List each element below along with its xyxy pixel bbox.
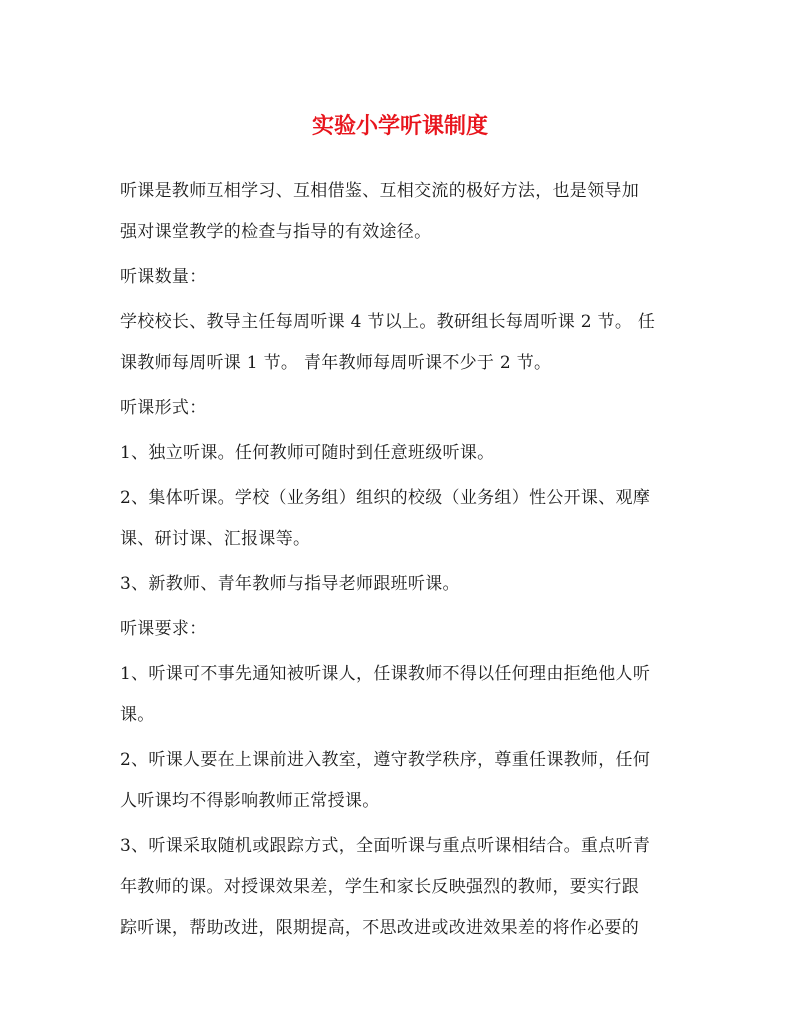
text-line: 强对课堂教学的检查与指导的有效途径。 (120, 222, 432, 242)
section-heading-format (120, 388, 685, 429)
section-heading-requirements (120, 609, 685, 650)
text-line: 3、新教师、青年教师与指导老师跟班听课。 (120, 574, 460, 594)
list-item-requirement-2 (120, 740, 685, 822)
text-line: 踪听课，帮助改进，限期提高，不思改进或改进效果差的将作必要的 (120, 918, 639, 938)
list-item-format-3 (120, 564, 685, 605)
list-item-requirement-3 (120, 826, 685, 949)
text-line: 2、听课人要在上课前进入教室，遵守教学秩序，尊重任课教师，任何 (120, 750, 651, 770)
text-line: 听课要求： (120, 619, 207, 639)
text-line: 1、听课可不事先通知被听课人，任课教师不得以任何理由拒绝他人听 (120, 664, 651, 684)
paragraph-quantity (120, 302, 685, 384)
text-line: 课。 (120, 705, 155, 725)
text-line: 听课数量： (120, 267, 207, 287)
text-line: 听课是教师互相学习、互相借鉴、互相交流的极好方法，也是领导加 (120, 181, 639, 201)
text-line: 人听课均不得影响教师正常授课。 (120, 791, 380, 811)
text-line: 课、研讨课、汇报课等。 (120, 529, 311, 549)
section-heading-quantity (120, 257, 685, 298)
list-item-format-2 (120, 478, 685, 560)
text-line: 课教师每周听课 1 节。 青年教师每周听课不少于 2 节。 (120, 353, 552, 373)
document-title: 实验小学听课制度 (311, 113, 488, 139)
text-line: 1、独立听课。任何教师可随时到任意班级听课。 (120, 443, 495, 463)
text-line: 听课形式： (120, 398, 207, 418)
text-line: 学校校长、教导主任每周听课 4 节以上。教研组长每周听课 2 节。 任 (120, 312, 656, 332)
document-body (120, 171, 685, 953)
paragraph-intro (120, 171, 685, 253)
list-item-format-1 (120, 433, 685, 474)
text-line: 年教师的课。对授课效果差，学生和家长反映强烈的教师，要实行跟 (120, 877, 639, 897)
text-line: 2、集体听课。学校（业务组）组织的校级（业务组）性公开课、观摩 (120, 488, 651, 508)
list-item-requirement-1 (120, 654, 685, 736)
text-line: 3、听课采取随机或跟踪方式，全面听课与重点听课相结合。重点听青 (120, 836, 651, 856)
